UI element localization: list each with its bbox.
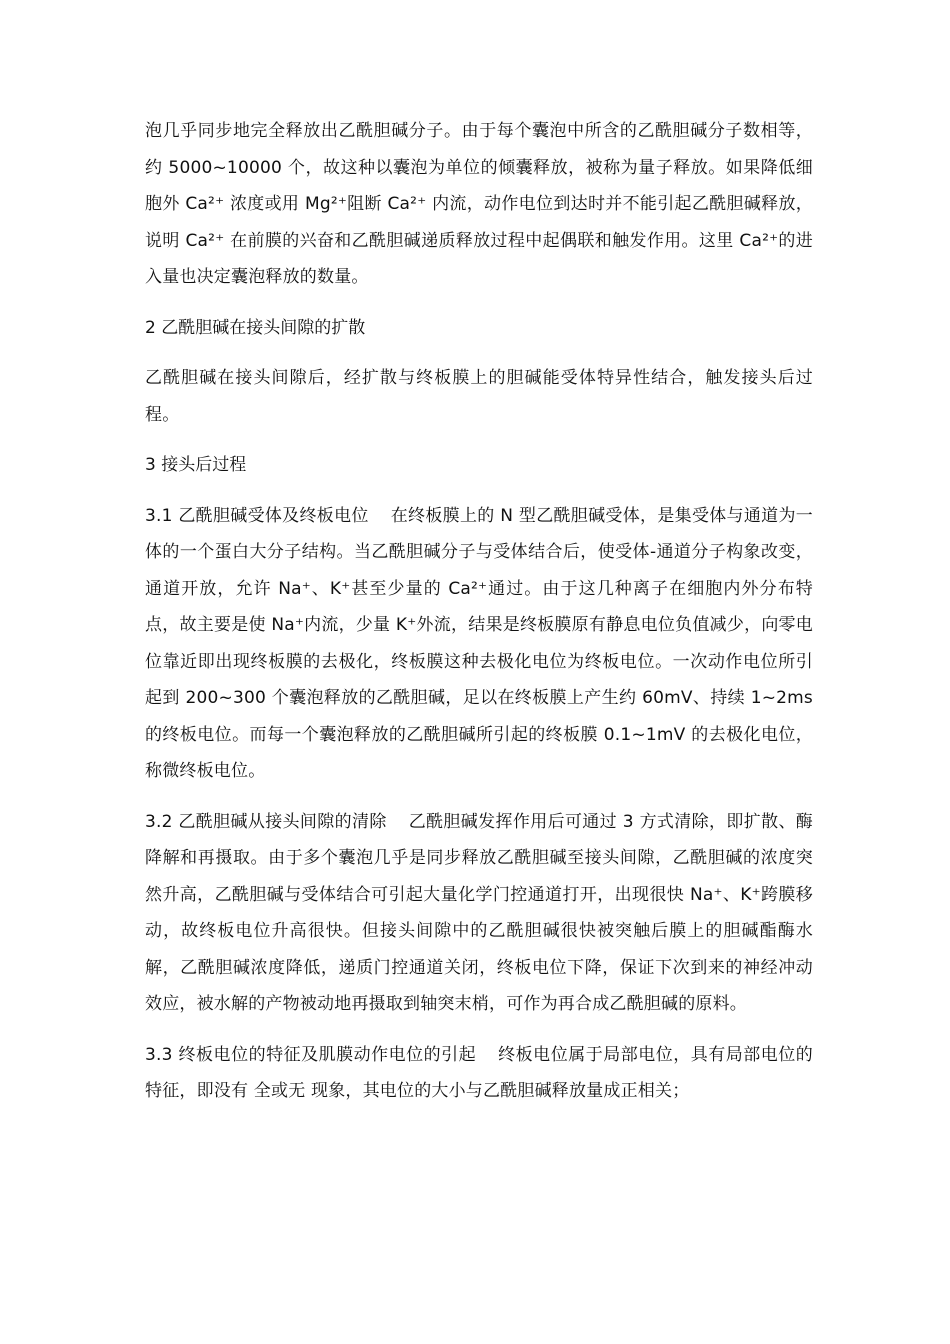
subheading-3-2: 3.2 乙酰胆碱从接头间隙的清除 bbox=[145, 811, 387, 832]
paragraph-diffusion: 乙酰胆碱在接头间隙后，经扩散与终板膜上的胆碱能受体特异性结合，触发接头后过程。 bbox=[145, 368, 813, 425]
body-3-3: 终板电位属于局部电位，具有局部电位的特征，即没有 全或无 现象，其电位的大小与乙酰胆碱释放量成正相关； bbox=[145, 1044, 813, 1101]
subheading-3-1: 3.1 乙酰胆碱受体及终板电位 bbox=[145, 505, 369, 526]
paragraph-section-3-3 bbox=[145, 1037, 813, 1110]
heading-section-2: 2 乙酰胆碱在接头间隙的扩散 bbox=[145, 317, 366, 338]
body-3-1: 在终板膜上的 N 型乙酰胆碱受体，是集受体与通道为一体的一个蛋白大分子结构。当乙酰胆碱分子与受体结合后，使受体-通道分子构象改变，通道开放，允许 Na⁺、K⁺甚至少量的 Ca²⁺通过。由于这几种离子在细胞内外分布特点，故主要是使 Na⁺内流，少量 K⁺外流，结果是终板膜原有静息电位负值减少，向零电位靠近即出现终板膜的去极化，终板膜这种去极化电位为终板电位。一次动作电位所引起到 200~300 个囊泡释放的乙酰胆碱，足以在终板膜上产生约 60mV、持续 1~2ms 的终板电位。而每一个囊泡释放的乙酰胆碱所引起的终板膜 0.1~1mV 的去极化电位，称微终板电位。 bbox=[145, 505, 813, 781]
body-3-2: 乙酰胆碱发挥作用后可通过 3 方式清除，即扩散、酶降解和再摄取。由于多个囊泡几乎是同步释放乙酰胆碱至接头间隙，乙酰胆碱的浓度突然升高，乙酰胆碱与受体结合可引起大量化学门控通道打开，出现很快 Na⁺、K⁺跨膜移动，故终板电位升高很快。但接头间隙中的乙酰胆碱很快被突触后膜上的胆碱酯酶水解，乙酰胆碱浓度降低，递质门控通道关闭，终板电位下降，保证下次到来的神经冲动效应，被水解的产物被动地再摄取到轴突末梢，可作为再合成乙酰胆碱的原料。 bbox=[145, 811, 814, 1014]
subheading-3-3: 3.3 终板电位的特征及肌膜动作电位的引起 bbox=[145, 1044, 477, 1065]
document-page bbox=[145, 113, 813, 1124]
paragraph-section-3-1 bbox=[145, 498, 813, 790]
heading-section-3: 3 接头后过程 bbox=[145, 455, 247, 475]
paragraph-section-3-2 bbox=[145, 804, 813, 1023]
paragraph-quantal-release: 泡几乎同步地完全释放出乙酰胆碱分子。由于每个囊泡中所含的乙酰胆碱分子数相等，约 5000~10000 个，故这种以囊泡为单位的倾囊释放，被称为量子释放。如果降低细胞外 Ca²⁺ 浓度或用 Mg²⁺阻断 Ca²⁺ 内流，动作电位到达时并不能引起乙酰胆碱释放，说明 Ca²⁺ 在前膜的兴奋和乙酰胆碱递质释放过程中起偶联和触发作用。这里 Ca²⁺的进入量也决定囊泡释放的数量。 bbox=[145, 121, 813, 287]
